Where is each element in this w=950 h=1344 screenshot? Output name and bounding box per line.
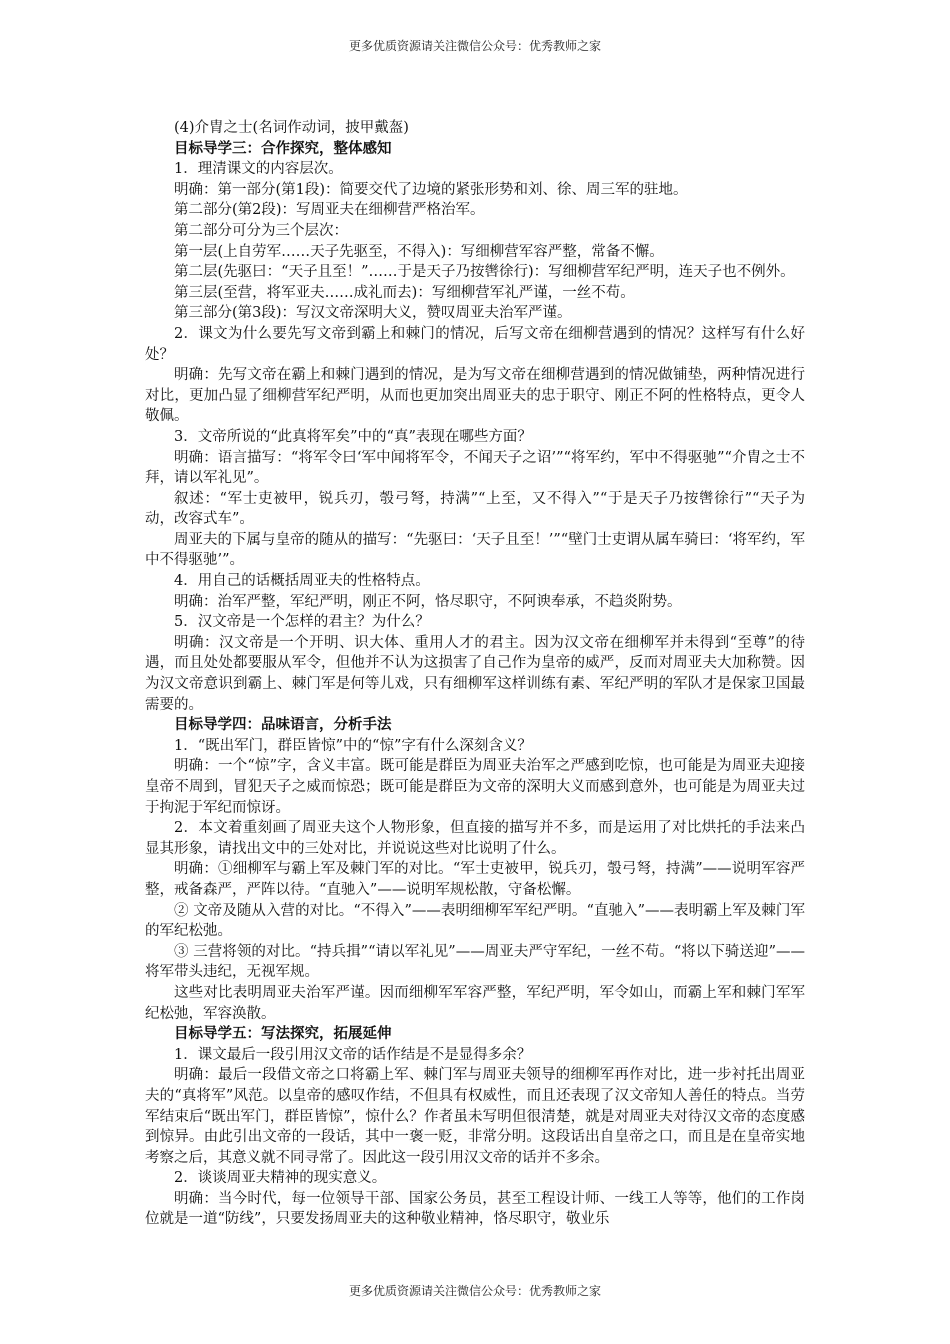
paragraph: 1．“既出军门，群臣皆惊”中的“惊”字有什么深刻含义？ [174,737,532,754]
paragraph: 第一层(上自劳军……天子先驱至，不得入)：写细柳营军容严整，常备不懈。 [174,243,664,260]
paragraph: 第二部分可分为三个层次： [174,222,348,239]
paragraph: 明确：最后一段借文帝之口将霸上军、棘门军与周亚夫领导的细柳军再作对比，进一步衬托出周亚夫的“真将军”风范。以皇帝的感叹作结，不但具有权威性，而且还表现了汉文帝知人善任的特点。当劳军结束后“既出军门，群臣皆惊”，惊什么？作者虽未写明但很清楚，就是对周亚夫对待汉文帝的态度感到惊异。由此引出文帝的一段话，其中一褒一贬，非常分明。这段话出自皇帝之口，而且是在皇帝实地考察之后，其意义就不同寻常了。因此这一段引用汉文帝的话并不多余。 [145,1067,805,1166]
document-body [145,118,805,1230]
paragraph: 5．汉文帝是一个怎样的君主？为什么？ [174,614,430,631]
paragraph: 第二层(先驱曰：“天子且至！”……于是天子乃按辔徐行)：写细柳营军纪严明，连天子也不例外。 [174,264,795,281]
paragraph: 明确：一个“惊”字，含义丰富。既可能是群臣为周亚夫治军之严感到吃惊，也可能是为周亚夫迎接皇帝不周到，冒犯天子之威而惊恐；既可能是群臣为文帝的深明大义而感到意外，也可能是为周亚夫过于拘泥于军纪而惊讶。 [145,758,805,816]
page-header: 更多优质资源请关注微信公众号：优秀教师之家 [348,39,601,53]
paragraph: 明确：语言描写：“将军令曰‘军中闻将军令，不闻天子之诏’”“将军约，军中不得驱驰”“介胄之士不拜，请以军礼见”。 [145,449,805,487]
paragraph: 明确：第一部分(第1段)：简要交代了边境的紧张形势和刘、徐、周三军的驻地。 [174,181,688,198]
paragraph: 第三层(至营，将军亚夫……成礼而去)：写细柳营军礼严谨，一丝不苟。 [174,284,635,301]
page-footer: 更多优质资源请关注微信公众号：优秀教师之家 [348,1284,601,1298]
paragraph: 第三部分(第3段)：写汉文帝深明大义，赞叹周亚夫治军严谨。 [174,305,572,322]
paragraph: (4)介胄之士(名词作动词，披甲戴盔) [174,120,409,136]
section-heading: 目标导学五：写法探究，拓展延伸 [174,1026,392,1043]
section-heading: 目标导学四：品味语言，分析手法 [174,717,392,734]
paragraph: 明确：当今时代，每一位领导干部、国家公务员，甚至工程设计师、一线工人等等，他们的工作岗位就是一道“防线”，只要发扬周亚夫的这种敬业精神，恪尽职守，敬业乐 [145,1190,805,1228]
paragraph: 2．课文为什么要先写文帝到霸上和棘门的情况，后写文帝在细柳营遇到的情况？这样写有什么好处？ [145,325,805,363]
paragraph: 2．本文着重刻画了周亚夫这个人物形象，但直接的描写并不多，而是运用了对比烘托的手法来凸显其形象，请找出文中的三处对比，并说说这些对比说明了什么。 [145,820,805,857]
paragraph: 1．课文最后一段引用汉文帝的话作结是不是显得多余？ [174,1046,532,1063]
paragraph: 周亚夫的下属与皇帝的随从的描写：“先驱曰：‘天子且至！’”“壁门士吏谓从属车骑曰：‘将军约，军中不得驱驰’”。 [145,531,805,569]
paragraph: 明确：①细柳军与霸上军及棘门军的对比。“军士吏被甲，锐兵刃，彀弓弩，持满”——说明军容严整，戒备森严，严阵以待。“直驰入”——说明军规松散，守备松懈。 [145,861,805,898]
paragraph: 明确：先写文帝在霸上和棘门遇到的情况，是为写文帝在细柳营遇到的情况做铺垫，两种情况进行对比，更加凸显了细柳营军纪严明，从而也更加突出周亚夫的忠于职守、刚正不阿的性格特点，更令人敬佩。 [145,367,805,425]
paragraph: 这些对比表明周亚夫治军严谨。因而细柳军军容严整，军纪严明，军令如山，而霸上军和棘门军军纪松弛，军容涣散。 [145,984,805,1022]
paragraph: 第二部分(第2段)：写周亚夫在细柳营严格治军。 [174,202,485,219]
paragraph: ② 文帝及随从入营的对比。“不得入”——表明细柳军军纪严明。“直驰入”——表明霸上军及棘门军的军纪松弛。 [145,902,805,940]
paragraph: 1．理清课文的内容层次。 [174,161,343,178]
paragraph: 4．用自己的话概括周亚夫的性格特点。 [174,573,430,590]
section-heading: 目标导学三：合作探究，整体感知 [174,140,392,157]
paragraph: 2．谈谈周亚夫精神的现实意义。 [174,1170,387,1187]
paragraph: ③ 三营将领的对比。“持兵揖”“请以军礼见”——周亚夫严守军纪，一丝不苟。“将以下骑送迎”——将军带头违纪，无视军规。 [145,943,805,981]
paragraph: 3．文帝所说的“此真将军矣”中的“真”表现在哪些方面？ [174,428,532,445]
paragraph: 明确：治军严整，军纪严明，刚正不阿，恪尽职守，不阿谀奉承，不趋炎附势。 [174,593,682,610]
paragraph: 叙述：“军士吏被甲，锐兵刃，彀弓弩，持满”“上至，又不得入”“于是天子乃按辔徐行”“天子为动，改容式车”。 [145,490,805,528]
paragraph: 明确：汉文帝是一个开明、识大体、重用人才的君主。因为汉文帝在细柳军并未得到“至尊”的待遇，而且处处都要服从军令，但他并不认为这损害了自己作为皇帝的威严，反而对周亚夫大加称赞。因为汉文帝意识到霸上、棘门军是何等儿戏，只有细柳军这样训练有素、军纪严明的军队才是保家卫国最需要的。 [145,634,805,713]
